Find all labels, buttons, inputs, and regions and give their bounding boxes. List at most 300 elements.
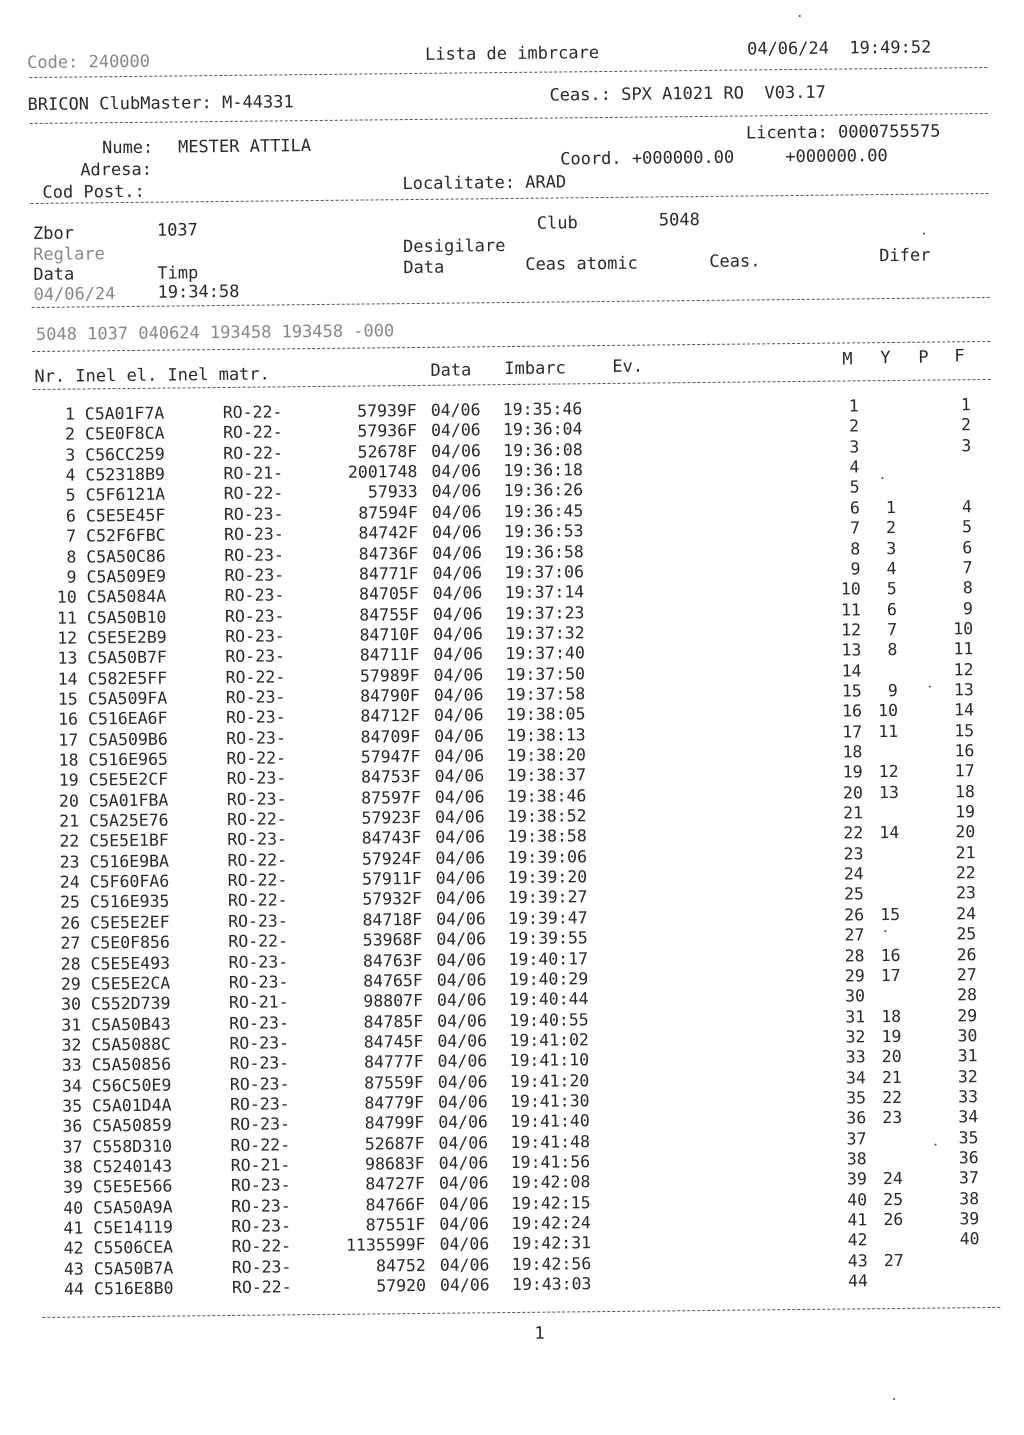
electronic-ring: C5A25E76 — [89, 811, 169, 832]
rank-f: 7 — [932, 558, 972, 578]
rank-y: 11 — [862, 722, 898, 742]
arrival-list — [0, 0, 1016, 5]
arrival-time: 19:37:40 — [505, 643, 585, 664]
page-title: Lista de imbrcare — [425, 43, 599, 65]
divider — [31, 193, 989, 204]
row-number: 4 — [33, 466, 75, 486]
rank-f: 4 — [932, 497, 972, 517]
ring-number: 2001748 — [297, 462, 417, 483]
ring-number: 84743F — [301, 828, 421, 849]
rank-f: 15 — [934, 721, 974, 741]
row-number: 15 — [36, 689, 78, 709]
rank-y: 25 — [867, 1190, 903, 1210]
rank-y: 3 — [860, 538, 896, 558]
rank-f: 9 — [933, 599, 973, 619]
row-number: 6 — [34, 506, 76, 526]
arrival-date: 04/06 — [440, 1275, 490, 1296]
arrival-date: 04/06 — [432, 522, 482, 543]
rank-y: 13 — [863, 783, 899, 803]
rank-m: 2 — [823, 417, 859, 437]
row-number: 8 — [34, 547, 76, 567]
ring-prefix: RO-23- — [227, 769, 287, 790]
rank-m: 33 — [830, 1048, 866, 1068]
ring-number: 84765F — [303, 971, 423, 992]
arrival-date: 04/06 — [432, 563, 482, 584]
arrival-date: 04/06 — [438, 1133, 488, 1154]
rank-f: 25 — [936, 924, 976, 944]
ring-prefix: RO-23- — [228, 952, 288, 973]
rank-m: 8 — [824, 539, 860, 559]
arrival-time: 19:38:52 — [507, 806, 587, 827]
rank-f: 31 — [937, 1046, 977, 1066]
ring-prefix: RO-22- — [223, 423, 283, 444]
arrival-date: 04/06 — [431, 461, 481, 482]
print-datetime: 04/06/24 19:49:52 — [747, 38, 931, 60]
rank-m: 9 — [824, 559, 860, 579]
arrival-time: 19:41:20 — [510, 1071, 590, 1092]
electronic-ring: C5E5E566 — [93, 1177, 173, 1198]
row-number: 17 — [36, 730, 78, 750]
desigilare-label: Desigilare — [403, 236, 506, 257]
rank-y: 2 — [860, 518, 896, 538]
ring-number: 57923F — [301, 808, 421, 829]
electronic-ring: C5A509FA — [88, 688, 168, 709]
row-number: 25 — [38, 893, 80, 913]
arrival-time: 19:40:55 — [509, 1010, 589, 1031]
rank-y: 26 — [867, 1210, 903, 1230]
ring-number: 98683F — [305, 1154, 425, 1175]
coordinates: Coord. +000000.00 +000000.00 — [560, 146, 888, 169]
ring-number: 84718F — [302, 910, 422, 931]
rank-m: 1 — [823, 396, 859, 416]
rank-f: 16 — [934, 741, 974, 761]
ring-number: 84799F — [304, 1113, 424, 1134]
arrival-date: 04/06 — [432, 482, 482, 503]
ring-number: 84742F — [298, 523, 418, 544]
rank-f: 21 — [935, 843, 975, 863]
arrival-date: 04/06 — [434, 706, 484, 727]
rank-m: 26 — [828, 905, 864, 925]
arrival-date: 04/06 — [436, 929, 486, 950]
arrival-date: 04/06 — [435, 828, 485, 849]
ring-number: 84753F — [301, 767, 421, 788]
electronic-ring: C5A50B7A — [94, 1258, 174, 1279]
ring-prefix: RO-23- — [229, 972, 289, 993]
ring-prefix: RO-21- — [223, 463, 283, 484]
electronic-ring: C5E5E2EF — [90, 912, 170, 933]
cod-post-label: Cod Post.: — [42, 182, 145, 203]
arrival-date: 04/06 — [434, 685, 484, 706]
rank-f: 8 — [933, 578, 973, 598]
speck — [893, 1398, 895, 1400]
speck — [923, 233, 925, 235]
arrival-time: 19:42:15 — [511, 1193, 591, 1214]
rank-m: 13 — [825, 641, 861, 661]
rank-f: 39 — [939, 1209, 979, 1229]
ring-number: 84705F — [299, 584, 419, 605]
owner-name: MESTER ATTILA — [178, 136, 311, 157]
ring-number: 84745F — [303, 1032, 423, 1053]
rank-y: 19 — [865, 1027, 901, 1047]
rank-m: 7 — [824, 518, 860, 538]
row-number: 40 — [41, 1198, 83, 1218]
ring-number: 57947F — [300, 747, 420, 768]
speck — [884, 930, 886, 932]
page-number: 1 — [534, 1324, 544, 1344]
rank-y: 9 — [862, 681, 898, 701]
ceas-label: Ceas. — [709, 251, 760, 272]
ring-prefix: RO-22- — [226, 748, 286, 769]
reglare-label: Reglare — [33, 244, 105, 265]
rank-m: 19 — [827, 763, 863, 783]
electronic-ring: C552D739 — [91, 994, 171, 1015]
zbor-value: 1037 — [157, 220, 198, 240]
ring-prefix: RO-23- — [231, 1196, 291, 1217]
arrival-date: 04/06 — [434, 726, 484, 747]
row-number: 5 — [34, 486, 76, 506]
rank-m: 31 — [829, 1007, 865, 1027]
arrival-date: 04/06 — [436, 868, 486, 889]
ring-prefix: RO-22- — [230, 1135, 290, 1156]
rank-f: 30 — [937, 1026, 977, 1046]
electronic-ring: C5A50C86 — [86, 546, 166, 567]
ring-prefix: RO-23- — [228, 911, 288, 932]
ring-number: 57936F — [297, 421, 417, 442]
rank-f: 19 — [935, 802, 975, 822]
column-header-imbarc: Imbarc — [504, 358, 566, 379]
arrival-time: 19:36:04 — [503, 420, 583, 441]
rank-m: 15 — [826, 681, 862, 701]
ring-prefix: RO-23- — [229, 1033, 289, 1054]
row-number: 21 — [37, 812, 79, 832]
electronic-ring: C5A5084A — [87, 587, 167, 608]
electronic-ring: C5506CEA — [93, 1238, 173, 1259]
row-number: 11 — [35, 608, 77, 628]
ring-number: 57911F — [302, 869, 422, 890]
electronic-ring: C5A50B10 — [87, 607, 167, 628]
arrival-time: 19:38:13 — [506, 725, 586, 746]
row-number: 39 — [41, 1178, 83, 1198]
ring-number: 1135599F — [305, 1235, 425, 1256]
arrival-time: 19:42:31 — [511, 1233, 591, 1254]
rank-m: 35 — [830, 1088, 866, 1108]
clock-id: Ceas.: SPX A1021 RO V03.17 — [549, 83, 826, 106]
electronic-ring: C5A01FBA — [89, 790, 169, 811]
rank-m: 3 — [823, 437, 859, 457]
column-header-data: Data — [430, 360, 471, 380]
rank-m: 34 — [830, 1068, 866, 1088]
rank-m: 39 — [831, 1170, 867, 1190]
arrival-date: 04/06 — [433, 665, 483, 686]
electronic-ring: C5A50B43 — [91, 1014, 171, 1035]
divider — [42, 1307, 1000, 1318]
electronic-ring: C5A50B7F — [87, 648, 167, 669]
row-number: 35 — [40, 1096, 82, 1116]
rank-f: 33 — [938, 1087, 978, 1107]
ring-number: 98807F — [303, 991, 423, 1012]
electronic-ring: C5E5E2CA — [91, 973, 171, 994]
rank-f: 40 — [939, 1229, 979, 1249]
arrival-date: 04/06 — [440, 1255, 490, 1276]
ring-prefix: RO-23- — [230, 1074, 290, 1095]
arrival-time: 19:42:08 — [511, 1173, 591, 1194]
rank-f: 12 — [933, 660, 973, 680]
rank-m: 23 — [827, 844, 863, 864]
row-number: 43 — [42, 1259, 84, 1279]
ring-prefix: RO-23- — [229, 1013, 289, 1034]
localitate: Localitate: ARAD — [402, 172, 566, 194]
arrival-date: 04/06 — [438, 1072, 488, 1093]
ring-prefix: RO-23- — [226, 687, 286, 708]
rank-m: 25 — [828, 885, 864, 905]
arrival-time: 19:42:56 — [512, 1254, 592, 1275]
rank-m: 28 — [828, 946, 864, 966]
speck — [929, 686, 931, 688]
ring-number: 87551F — [305, 1215, 425, 1236]
row-number: 24 — [38, 873, 80, 893]
electronic-ring: C582E5FF — [87, 668, 167, 689]
electronic-ring: C5E5E2B9 — [87, 628, 167, 649]
ring-number: 57920 — [306, 1276, 426, 1297]
rank-y: 16 — [864, 945, 900, 965]
arrival-time: 19:39:06 — [507, 847, 587, 868]
electronic-ring: C52318B9 — [85, 465, 165, 486]
desigilare-data-label: Data — [403, 258, 444, 278]
arrival-time: 19:39:27 — [508, 888, 588, 909]
arrival-time: 19:38:05 — [506, 705, 586, 726]
adresa-label: Adresa: — [80, 160, 152, 181]
row-number: 44 — [42, 1280, 84, 1300]
arrival-time: 19:40:17 — [508, 949, 588, 970]
zbor-label: Zbor — [33, 224, 74, 244]
speck — [935, 1144, 937, 1146]
rank-f: 13 — [934, 680, 974, 700]
rank-y: 27 — [868, 1251, 904, 1271]
rank-m: 10 — [825, 579, 861, 599]
electronic-ring: C516E9BA — [89, 851, 169, 872]
ring-number: 87594F — [298, 503, 418, 524]
rank-m: 37 — [830, 1129, 866, 1149]
rank-m: 11 — [825, 600, 861, 620]
rank-y: 10 — [862, 701, 898, 721]
column-header-ev: Ev. — [612, 357, 643, 377]
ring-prefix: RO-23- — [225, 606, 285, 627]
ring-prefix: RO-23- — [227, 830, 287, 851]
arrival-date: 04/06 — [432, 502, 482, 523]
rank-m: 40 — [831, 1190, 867, 1210]
ring-prefix: RO-22- — [228, 931, 288, 952]
ring-number: 84771F — [298, 564, 418, 585]
electronic-ring: C5A01F7A — [85, 404, 165, 425]
rank-y: 7 — [861, 620, 897, 640]
arrival-date: 04/06 — [431, 441, 481, 462]
ring-prefix: RO-23- — [225, 626, 285, 647]
row-number: 30 — [39, 995, 81, 1015]
arrival-time: 19:41:56 — [511, 1152, 591, 1173]
ring-prefix: RO-23- — [224, 524, 284, 545]
rank-m: 27 — [828, 925, 864, 945]
rank-f: 5 — [932, 517, 972, 537]
ring-prefix: RO-23- — [225, 647, 285, 668]
arrival-date: 04/06 — [439, 1214, 489, 1235]
row-number: 23 — [37, 852, 79, 872]
ring-prefix: RO-22- — [232, 1277, 292, 1298]
electronic-ring: C5E14119 — [93, 1218, 173, 1239]
arrival-time: 19:38:20 — [506, 745, 586, 766]
ring-prefix: RO-23- — [225, 585, 285, 606]
ring-prefix: RO-23- — [230, 1094, 290, 1115]
row-number: 22 — [37, 832, 79, 852]
ring-prefix: RO-23- — [232, 1257, 292, 1278]
ring-prefix: RO-23- — [224, 565, 284, 586]
reglare-time: 19:34:58 — [157, 282, 239, 303]
ring-prefix: RO-23- — [230, 1054, 290, 1075]
ring-prefix: RO-22- — [227, 809, 287, 830]
arrival-date: 04/06 — [436, 909, 486, 930]
arrival-date: 04/06 — [439, 1235, 489, 1256]
ring-number: 84779F — [304, 1093, 424, 1114]
row-number: 42 — [41, 1239, 83, 1259]
arrival-date: 04/06 — [437, 1011, 487, 1032]
ring-prefix: RO-22- — [224, 484, 284, 505]
electronic-ring: C5E5E2CF — [89, 770, 169, 791]
rank-m: 42 — [831, 1231, 867, 1251]
rank-f: 1 — [931, 395, 971, 415]
arrival-time: 19:37:06 — [504, 562, 584, 583]
rank-y: 17 — [865, 966, 901, 986]
rank-m: 5 — [824, 478, 860, 498]
arrival-date: 04/06 — [435, 767, 485, 788]
row-number: 26 — [38, 913, 80, 933]
row-number: 19 — [37, 771, 79, 791]
column-header-y: Y — [880, 348, 890, 368]
arrival-time: 19:38:58 — [507, 827, 587, 848]
club-label: Club — [537, 213, 578, 233]
electronic-ring: C5A5088C — [91, 1034, 171, 1055]
ring-number: 84763F — [302, 950, 422, 971]
arrival-time: 19:41:48 — [510, 1132, 590, 1153]
ring-prefix: RO-22- — [231, 1237, 291, 1258]
code-label: Code: 240000 — [27, 52, 150, 73]
arrival-date: 04/06 — [432, 543, 482, 564]
arrival-date: 04/06 — [433, 624, 483, 645]
ring-number: 84777F — [304, 1052, 424, 1073]
rank-f: 14 — [934, 700, 974, 720]
rank-m: 24 — [828, 864, 864, 884]
electronic-ring: C5E0F856 — [90, 933, 170, 954]
row-number: 41 — [41, 1219, 83, 1239]
rank-m: 12 — [825, 620, 861, 640]
ring-number: 57933 — [298, 482, 418, 503]
rank-m: 18 — [826, 742, 862, 762]
ring-number: 52687F — [304, 1134, 424, 1155]
divider — [29, 67, 987, 78]
rank-f: 18 — [935, 782, 975, 802]
arrival-time: 19:39:55 — [508, 928, 588, 949]
electronic-ring: C52F6FBC — [86, 526, 166, 547]
column-header-m: M — [842, 349, 852, 369]
timp-label: Timp — [157, 263, 198, 283]
electronic-ring: C56C50E9 — [92, 1075, 172, 1096]
rank-y: 5 — [861, 579, 897, 599]
electronic-ring: C516EA6F — [88, 709, 168, 730]
column-header-f: F — [954, 346, 964, 366]
arrival-time: 19:35:46 — [503, 399, 583, 420]
arrival-time: 19:37:14 — [505, 582, 585, 603]
rank-f: 34 — [938, 1107, 978, 1127]
arrival-time: 19:37:50 — [505, 664, 585, 685]
ring-number: 57932F — [302, 889, 422, 910]
electronic-ring: C516E8B0 — [94, 1279, 174, 1300]
rank-y: 4 — [860, 559, 896, 579]
nume-label: Nume: — [102, 138, 153, 159]
rank-f: 17 — [935, 761, 975, 781]
electronic-ring: C5F6121A — [86, 485, 166, 506]
arrival-time: 19:42:24 — [511, 1213, 591, 1234]
arrival-date: 04/06 — [438, 1113, 488, 1134]
electronic-ring: C5A509B6 — [88, 729, 168, 750]
row-number: 34 — [40, 1076, 82, 1096]
rank-f: 35 — [938, 1128, 978, 1148]
rank-m: 16 — [826, 702, 862, 722]
rank-m: 21 — [827, 803, 863, 823]
row-number: 10 — [35, 588, 77, 608]
rank-f: 10 — [933, 619, 973, 639]
rank-f: 20 — [935, 823, 975, 843]
row-number: 16 — [36, 710, 78, 730]
reglare-date: 04/06/24 — [33, 284, 115, 305]
ring-number: 84736F — [298, 543, 418, 564]
ring-prefix: RO-23- — [227, 789, 287, 810]
electronic-ring: C5E5E1BF — [89, 831, 169, 852]
electronic-ring: C516E935 — [90, 892, 170, 913]
arrival-date: 04/06 — [439, 1174, 489, 1195]
rank-y: 21 — [866, 1068, 902, 1088]
rank-m: 22 — [827, 824, 863, 844]
arrival-time: 19:36:08 — [503, 440, 583, 461]
rank-m: 29 — [829, 966, 865, 986]
rank-f: 3 — [931, 436, 971, 456]
ring-prefix: RO-21- — [229, 993, 289, 1014]
arrival-date: 04/06 — [436, 889, 486, 910]
arrival-date: 04/06 — [435, 848, 485, 869]
ring-prefix: RO-23- — [224, 545, 284, 566]
electronic-ring: C5F60FA6 — [90, 872, 170, 893]
ring-number: 87559F — [304, 1073, 424, 1094]
electronic-ring: C5A50856 — [92, 1055, 172, 1076]
rank-f: 32 — [938, 1067, 978, 1087]
ring-number: 84766F — [305, 1195, 425, 1216]
arrival-date: 04/06 — [437, 990, 487, 1011]
row-number: 7 — [34, 527, 76, 547]
electronic-ring: C56CC259 — [85, 444, 165, 465]
rank-y: 1 — [860, 498, 896, 518]
electronic-ring: C558D310 — [92, 1136, 172, 1157]
ring-prefix: RO-22- — [223, 402, 283, 423]
rank-y: 22 — [866, 1088, 902, 1108]
row-number: 27 — [38, 934, 80, 954]
arrival-time: 19:36:58 — [504, 542, 584, 563]
rank-m: 14 — [825, 661, 861, 681]
row-number: 13 — [35, 649, 77, 669]
arrival-date: 04/06 — [433, 644, 483, 665]
arrival-date: 04/06 — [434, 746, 484, 767]
speck — [882, 477, 884, 479]
ring-prefix: RO-22- — [228, 891, 288, 912]
electronic-ring: C5A50859 — [92, 1116, 172, 1137]
row-number: 36 — [40, 1117, 82, 1137]
arrival-time: 19:41:10 — [510, 1050, 590, 1071]
